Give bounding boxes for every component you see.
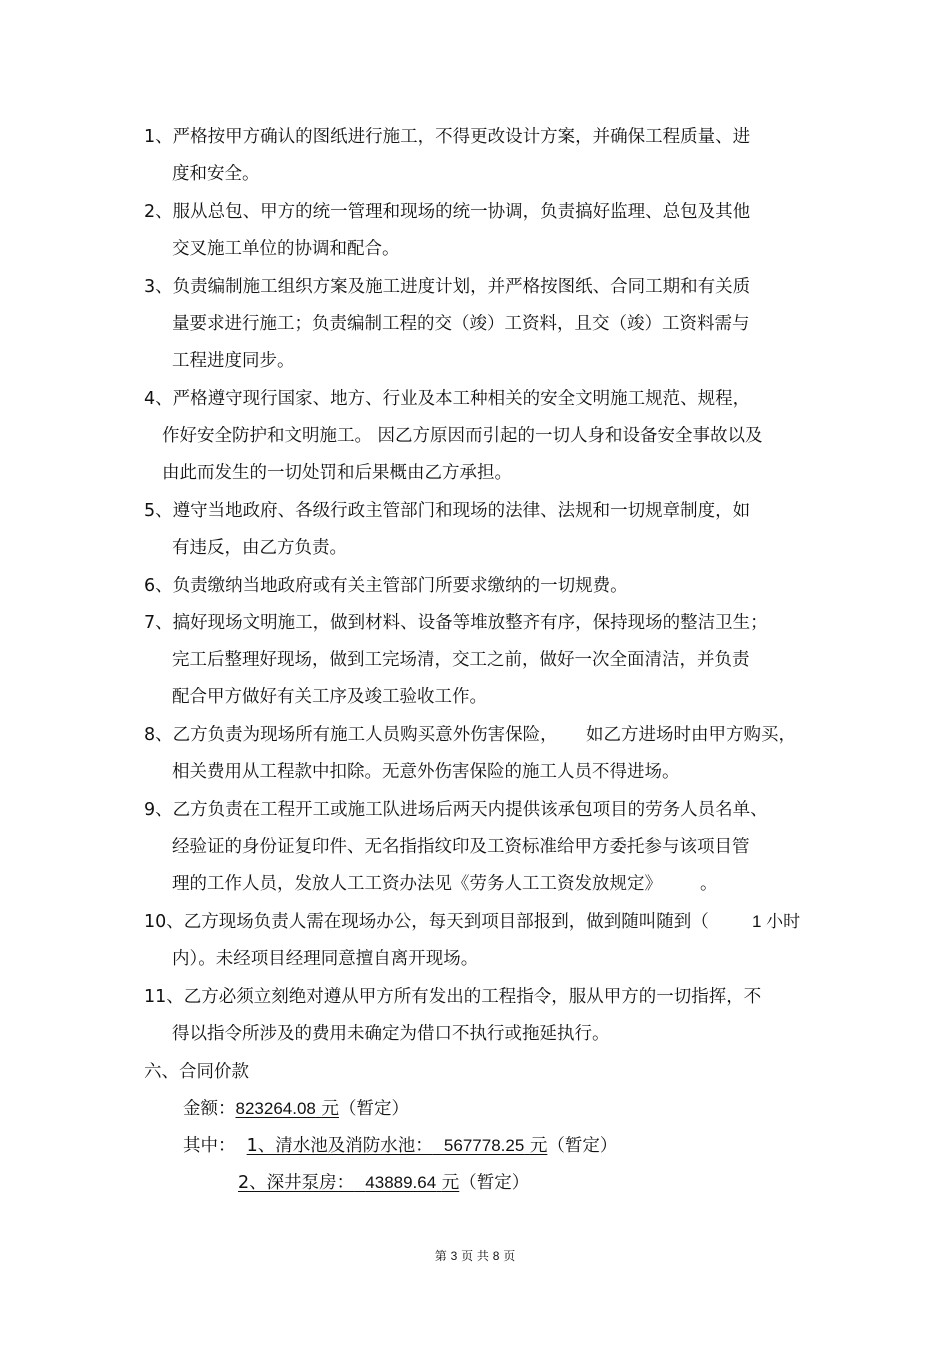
page-footer [0,1248,950,1264]
item-10-line-2: 内）。未经项目经理同意擅自离开现场。 [172,949,479,969]
item-8-line-1: 8、乙方负责为现场所有施工人员购买意外伤害保险， [144,725,558,745]
item-6-line-1: 6、负责缴纳当地政府或有关主管部门所要求缴纳的一切规费。 [144,576,628,596]
amount-underlined [236,1099,339,1119]
item-2-line-2: 交叉施工单位的协调和配合。 [172,239,400,259]
detail-1-underlined [247,1136,548,1156]
footer-page-number: 3 [450,1249,458,1263]
section-heading: 六、合同价款 [144,1062,249,1082]
detail-label: 其中： [183,1136,236,1156]
detail-1-row [183,1134,617,1158]
detail-2-note: （暂定） [459,1173,530,1193]
detail-2-name: 2、深井泵房： [238,1173,355,1193]
item-8-line-2: 相关费用从工程款中扣除。无意外伤害保险的施工人员不得进场。 [172,762,680,782]
item-4-line-3: 由此而发生的一切处罚和后果概由乙方承担。 [162,463,512,483]
amount-note: （暂定） [338,1099,409,1119]
item-5-line-2: 有违反，由乙方负责。 [172,538,347,558]
item-1-line-1: 1、严格按甲方确认的图纸进行施工，不得更改设计方案，并确保工程质量、进 [144,127,751,147]
item-11-line-2: 得以指令所涉及的费用未确定为借口不执行或拖延执行。 [172,1024,610,1044]
item-5-line-1: 5、遵守当地政府、各级行政主管部门和现场的法律、法规和一切规章制度，如 [144,501,751,521]
amount-row [183,1097,409,1121]
item-7-line-2: 完工后整理好现场，做到工完场清，交工之前，做好一次全面清洁，并负责 [172,650,750,670]
item-9-line-2: 经验证的身份证复印件、无名指指纹印及工资标准给甲方委托参与该项目管 [172,837,750,857]
footer-pre: 第 [434,1249,447,1263]
item-3-line-1: 3、负责编制施工组织方案及施工进度计划，并严格按图纸、合同工期和有关质 [144,277,751,297]
detail-2-underlined [238,1173,459,1193]
item-9-line-3: 理的工作人员，发放人工工资办法见《劳务人工工资发放规定》 [172,874,662,894]
item-4-line-1: 4、严格遵守现行国家、地方、行业及本工种相关的安全文明施工规范、规程， [144,389,751,409]
item-2-line-1: 2、服从总包、甲方的统一管理和现场的统一协调，负责搞好监理、总包及其他 [144,202,751,222]
item-8-line-1-tail: 如乙方进场时由甲方购买， [586,725,796,745]
item-11-line-1: 11、乙方必须立刻绝对遵从甲方所有发出的工程指令，服从甲方的一切指挥，不 [144,987,762,1007]
amount-value: 823264.08 [235,1099,316,1118]
item-10-line-1-tail: 1 小时 [752,912,801,931]
detail-1-note: （暂定） [547,1136,618,1156]
footer-mid: 页 共 [461,1249,489,1263]
item-4-line-2: 作好安全防护和文明施工。 因乙方原因而引起的一切人身和设备安全事故以及 [162,426,763,446]
item-9-line-1: 9、乙方负责在工程开工或施工队进场后两天内提供该承包项目的劳务人员名单、 [144,800,768,820]
item-10-line-1: 10、乙方现场负责人需在现场办公，每天到项目部报到，做到随叫随到（ [144,912,709,932]
amount-unit: 元 [321,1099,339,1119]
footer-total-pages: 8 [492,1249,500,1263]
detail-2-unit: 元 [441,1173,460,1193]
detail-1-value: 567778.25 [443,1136,525,1155]
detail-1-unit: 元 [529,1136,548,1156]
detail-2-row [238,1171,529,1195]
item-9-line-3-tail: 。 [700,874,718,894]
item-3-line-2: 量要求进行施工；负责编制工程的交（竣）工资料，且交（竣）工资料需与 [172,314,750,334]
item-1-line-2: 度和安全。 [172,164,260,184]
amount-label: 金额： [183,1099,236,1119]
item-7-line-1: 7、搞好现场文明施工，做到材料、设备等堆放整齐有序，保持现场的整洁卫生； [144,613,768,633]
item-3-line-3: 工程进度同步。 [172,351,295,371]
detail-2-value: 43889.64 [365,1173,437,1192]
detail-1-name: 1、清水池及消防水池： [246,1136,433,1156]
footer-post: 页 [503,1249,516,1263]
item-7-line-3: 配合甲方做好有关工序及竣工验收工作。 [172,687,487,707]
